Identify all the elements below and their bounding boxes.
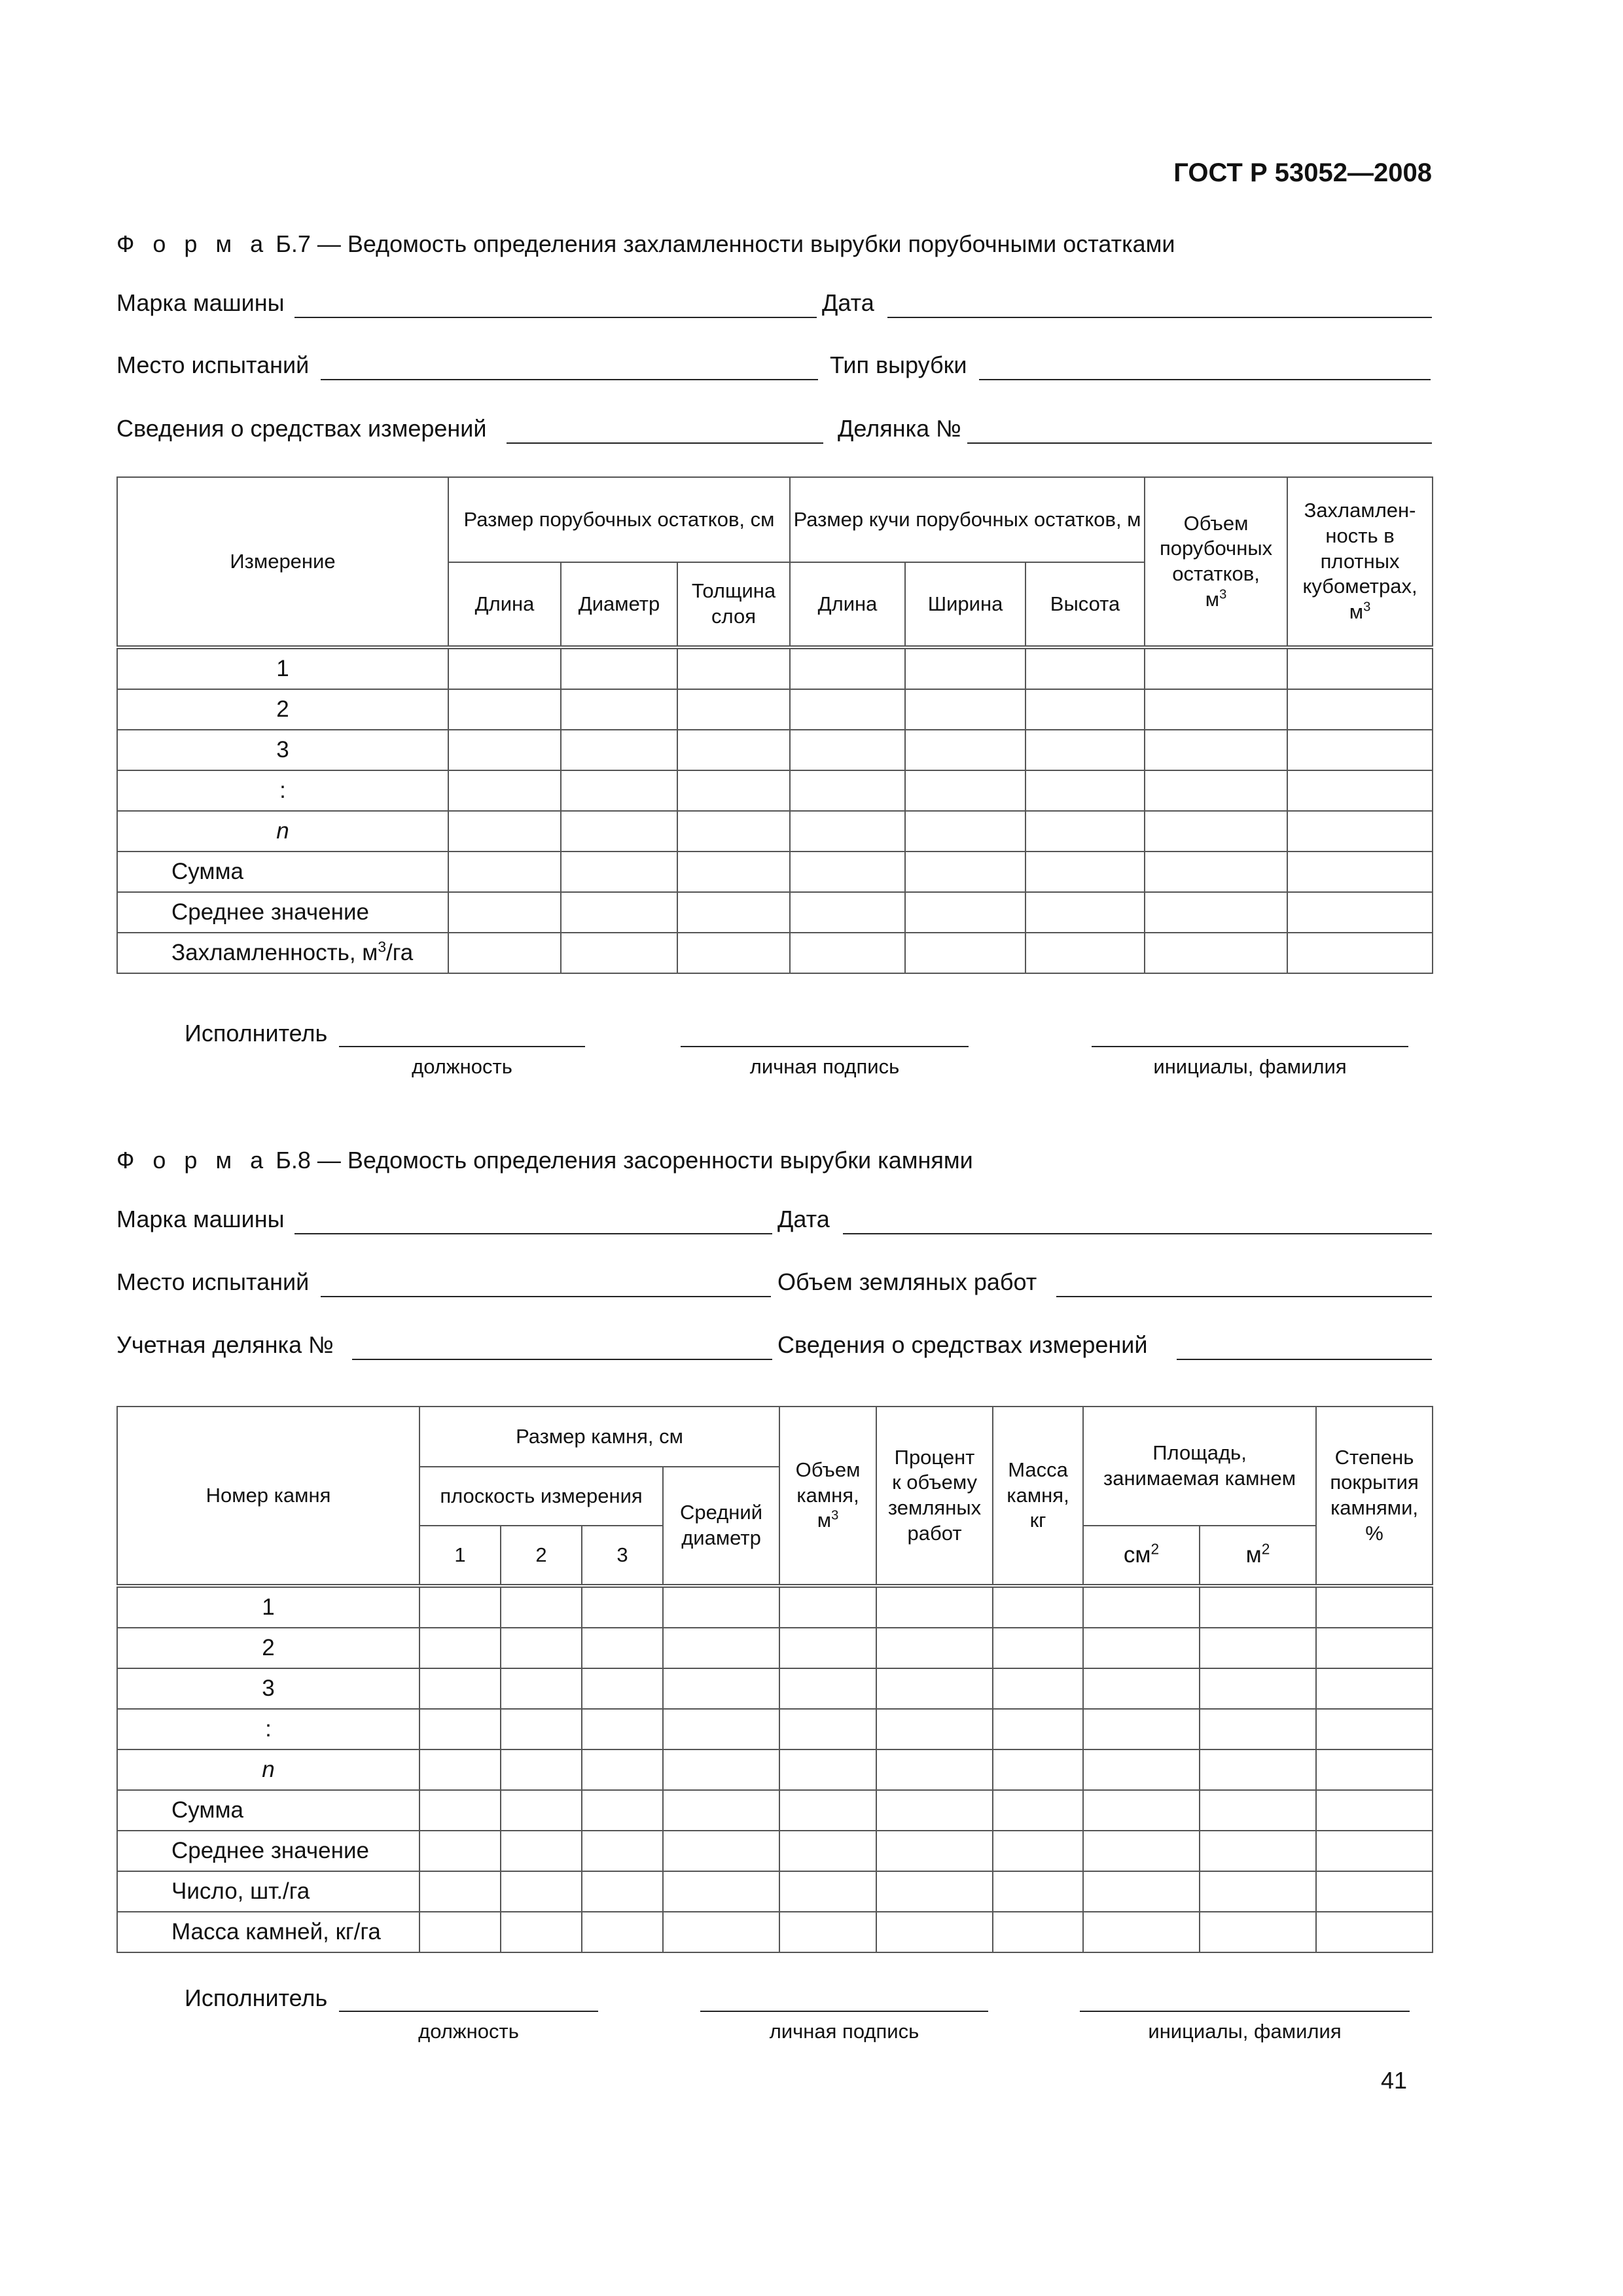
row-label: n <box>117 811 448 852</box>
form8-test-site-line <box>321 1296 771 1297</box>
row-clutter-label: Захламленность, $м^3/га$ <box>117 933 448 973</box>
col-percent: Процент к объему земляных работ <box>876 1407 993 1586</box>
col-area-cm2: $см^2$ <box>1083 1526 1200 1586</box>
col-diameter: Диаметр <box>561 562 677 647</box>
table-row <box>117 730 1433 770</box>
row-sum-label: Сумма <box>117 852 448 892</box>
form8-name-caption: инициалы, фамилия <box>1148 2020 1342 2043</box>
table-row <box>117 811 1433 852</box>
form8-signature-caption: личная подпись <box>769 2020 919 2043</box>
form8-machine-brand-line <box>294 1233 772 1234</box>
row-mean-label: Среднее значение <box>117 892 448 933</box>
col-layer-thickness: Толщина слоя <box>677 562 790 647</box>
table-row <box>117 1871 1433 1912</box>
form7-position-caption: должность <box>412 1055 512 1078</box>
row-label: 1 <box>117 647 448 689</box>
form8-name-line[interactable] <box>1080 2011 1410 2012</box>
table-row <box>117 1586 1433 1628</box>
form7-instruments-field[interactable] <box>116 414 823 446</box>
form7-test-site-field[interactable] <box>116 350 818 383</box>
row-mass-label: Масса камней, кг/га <box>117 1912 419 1952</box>
form7-caption-text: Б.7 — Ведомость определения захламленности вырубки порубочными остатками <box>276 230 1175 257</box>
col-plane-3: 3 <box>582 1526 663 1586</box>
table-row <box>117 1749 1433 1790</box>
col-plane-1: 1 <box>419 1526 501 1586</box>
table-row <box>117 1790 1433 1831</box>
table-row <box>117 1912 1433 1952</box>
page-number: 41 <box>1381 2067 1408 2094</box>
col-coverage: Степень покрытия камнями, % <box>1316 1407 1433 1586</box>
col-stone-volume: Объем камня, $м^3$ <box>779 1407 876 1586</box>
form8-earthwork-label: Объем земляных работ <box>777 1268 1037 1295</box>
group-residue-size: Размер порубочных остатков, см <box>448 477 790 562</box>
col-stone-mass: Масса камня, кг <box>993 1407 1083 1586</box>
form8-test-site-field[interactable] <box>116 1267 771 1300</box>
row-label: 2 <box>117 689 448 730</box>
form8-caption-text: Б.8 — Ведомость определения засоренности вырубки камнями <box>276 1147 973 1174</box>
form8-instruments-field[interactable] <box>777 1330 1432 1363</box>
form7-signature-caption: личная подпись <box>749 1055 900 1078</box>
col-pile-length: Длина <box>790 562 905 647</box>
col-height: Высота <box>1026 562 1145 647</box>
row-label: : <box>117 770 448 811</box>
col-width: Ширина <box>905 562 1026 647</box>
col-area-m2: $м^2$ <box>1200 1526 1316 1586</box>
row-label: n <box>117 1749 419 1790</box>
group-area: Площадь, занимаемая камнем <box>1083 1407 1316 1526</box>
form8-signature-line[interactable] <box>700 2011 988 2012</box>
row-label: 3 <box>117 1668 419 1709</box>
form7-name-caption: инициалы, фамилия <box>1153 1055 1347 1078</box>
form8-executor-label: Исполнитель <box>185 1984 328 2011</box>
form7-plot-label: Делянка № <box>838 415 961 442</box>
group-measurement-plane: плоскость измерения <box>419 1467 663 1526</box>
row-count-label: Число, шт./га <box>117 1871 419 1912</box>
table-row <box>117 1709 1433 1749</box>
form8-plot-label: Учетная делянка № <box>116 1331 334 1358</box>
row-label: 1 <box>117 1586 419 1628</box>
form7-date-label: Дата <box>822 289 874 316</box>
table-row <box>117 1668 1433 1709</box>
form7-cutting-type-line <box>979 379 1431 380</box>
form7-test-site-label: Место испытаний <box>116 351 310 378</box>
form7-table <box>116 476 1433 974</box>
form7-date-field[interactable] <box>822 288 1432 321</box>
form8-caption <box>116 1147 973 1174</box>
form7-plot-line <box>967 442 1432 444</box>
table-row <box>117 1831 1433 1871</box>
table-row <box>117 689 1433 730</box>
form8-position-line[interactable] <box>339 2011 598 2012</box>
form7-instruments-label: Сведения о средствах измерений <box>116 415 487 442</box>
form8-machine-brand-label: Марка машины <box>116 1206 285 1232</box>
form7-machine-brand-line <box>294 317 817 318</box>
form8-instruments-label: Сведения о средствах измерений <box>777 1331 1148 1358</box>
form8-caption-prefix: Ф о р м а <box>116 1147 270 1174</box>
table-row <box>117 647 1433 689</box>
row-label: 2 <box>117 1628 419 1668</box>
col-stone-number: Номер камня <box>117 1407 419 1586</box>
group-stone-size: Размер камня, см <box>419 1407 779 1467</box>
form7-machine-brand-field[interactable] <box>116 288 817 321</box>
col-volume: Объем порубочных остатков, $м^3$ <box>1145 477 1287 647</box>
form8-instruments-line <box>1177 1359 1432 1360</box>
row-mean-label: Среднее значение <box>117 1831 419 1871</box>
table-row <box>117 770 1433 811</box>
col-mean-diameter: Средний диаметр <box>663 1467 779 1586</box>
form8-table <box>116 1406 1433 1953</box>
row-sum-label: Сумма <box>117 1790 419 1831</box>
form7-machine-brand-label: Марка машины <box>116 289 285 316</box>
form8-date-label: Дата <box>777 1206 830 1232</box>
form8-position-caption: должность <box>418 2020 519 2043</box>
row-label: : <box>117 1709 419 1749</box>
form7-plot-field[interactable] <box>838 414 1432 446</box>
form8-test-site-label: Место испытаний <box>116 1268 310 1295</box>
form7-date-line <box>887 317 1432 318</box>
col-measurement: Измерение <box>117 477 448 647</box>
form8-earthwork-line <box>1056 1296 1432 1297</box>
table-row <box>117 852 1433 892</box>
table-row <box>117 933 1433 973</box>
standard-number: ГОСТ Р 53052—2008 <box>1173 158 1432 187</box>
form8-earthwork-field[interactable] <box>777 1267 1432 1300</box>
form7-test-site-line <box>321 379 818 380</box>
col-plane-2: 2 <box>501 1526 582 1586</box>
form8-plot-field[interactable] <box>116 1330 772 1363</box>
table-row <box>117 1628 1433 1668</box>
form8-date-line <box>843 1233 1432 1234</box>
form7-caption-prefix: Ф о р м а <box>116 230 270 257</box>
group-pile-size: Размер кучи порубочных остатков, м <box>790 477 1145 562</box>
form8-date-field[interactable] <box>777 1204 1432 1237</box>
table-row <box>117 892 1433 933</box>
form7-cutting-type-field[interactable] <box>830 350 1431 383</box>
form7-caption <box>116 230 1175 258</box>
form8-plot-line <box>352 1359 772 1360</box>
form8-machine-brand-field[interactable] <box>116 1204 772 1237</box>
form7-executor-label: Исполнитель <box>185 1020 328 1047</box>
row-label: 3 <box>117 730 448 770</box>
form7-cutting-type-label: Тип вырубки <box>830 351 967 378</box>
form7-name-line[interactable] <box>1092 1046 1408 1047</box>
col-clutter: Захламлен- ность в плотных кубометрах, $м^3$ <box>1287 477 1433 647</box>
form7-position-line[interactable] <box>339 1046 585 1047</box>
form7-signature-line[interactable] <box>681 1046 969 1047</box>
col-length: Длина <box>448 562 561 647</box>
form7-instruments-line <box>507 442 823 444</box>
